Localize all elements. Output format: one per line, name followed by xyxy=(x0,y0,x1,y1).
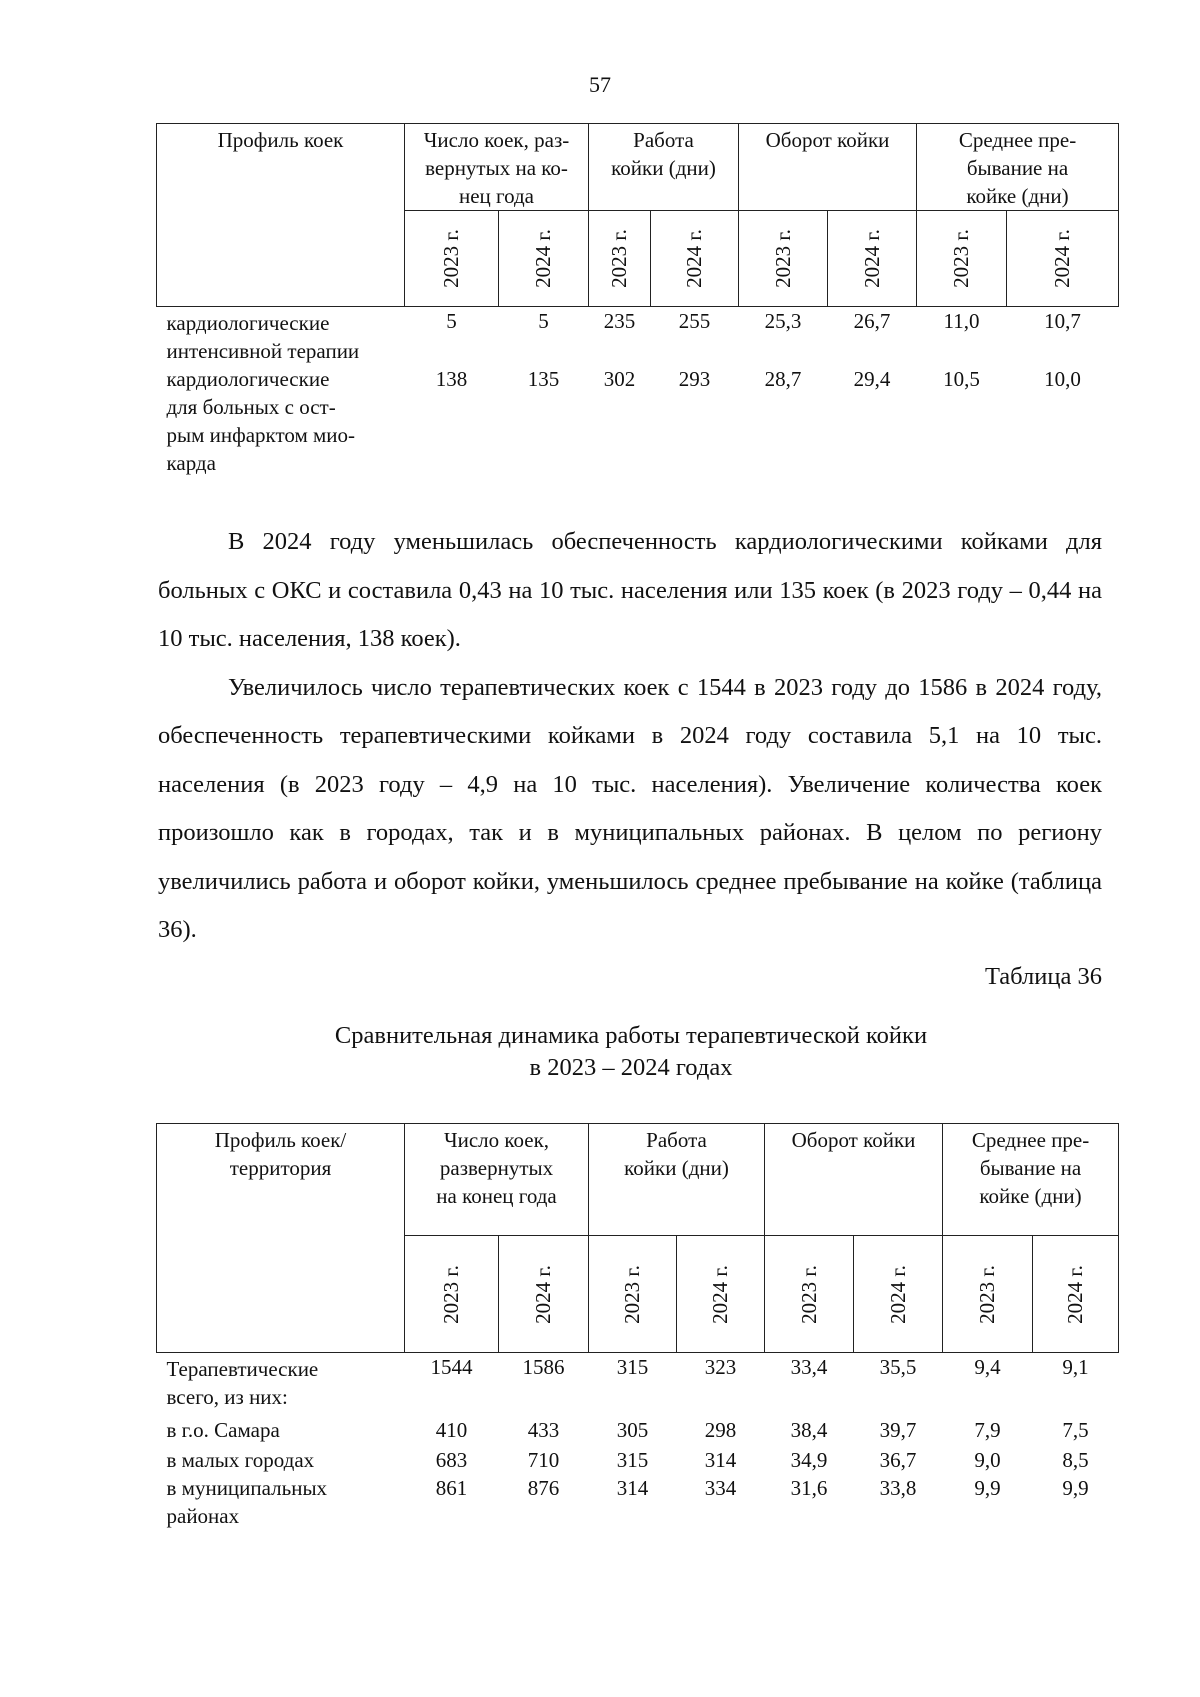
header-turnover: Оборот койки xyxy=(739,124,917,211)
table-therapeutic-beds xyxy=(156,1123,1119,1532)
header-profile: Профиль коек/ территория xyxy=(157,1124,405,1353)
cell: 1586 xyxy=(522,1355,565,1379)
cell: 36,7 xyxy=(879,1447,917,1472)
row-label: в муниципальных районах xyxy=(166,1475,328,1528)
cell: 33,8 xyxy=(879,1475,917,1500)
cell: 25,3 xyxy=(764,309,802,333)
cell: 323 xyxy=(704,1355,737,1379)
table-caption: Таблица 36 xyxy=(984,963,1102,990)
cell: 235 xyxy=(603,309,636,333)
cell: 293 xyxy=(678,367,711,391)
cell: 315 xyxy=(616,1355,649,1379)
cell: 35,5 xyxy=(879,1355,917,1379)
year-header: 2023 г. xyxy=(405,1236,499,1353)
cell: 5 xyxy=(446,309,457,333)
cell: 10,0 xyxy=(1044,367,1081,391)
cell: 302 xyxy=(603,367,636,391)
cell: 710 xyxy=(527,1447,560,1472)
row-label: кардиологические для больных с ост- рым инфарктом мио- карда xyxy=(166,367,356,475)
year-header: 2024 г. xyxy=(651,211,739,307)
year-header: 2024 г. xyxy=(1033,1236,1119,1353)
cell: 9,9 xyxy=(1062,1475,1089,1500)
cell: 1544 xyxy=(430,1355,473,1379)
cell: 334 xyxy=(704,1475,737,1500)
header-beds: Число коек, развернутых на конец года xyxy=(405,1124,589,1236)
cell: 433 xyxy=(527,1417,560,1442)
table-title: Сравнительная динамика работы терапевтической койки в 2023 – 2024 годах xyxy=(334,1022,928,1081)
row-label: кардиологические интенсивной терапии xyxy=(166,311,360,363)
cell: 135 xyxy=(527,367,560,391)
cell: 683 xyxy=(435,1447,468,1472)
year-header: 2023 г. xyxy=(917,211,1007,307)
year-header: 2023 г. xyxy=(405,211,499,307)
paragraph: Увеличилось число терапевтических коек с 1544 в 2023 году до 1586 в 2024 году, обеспеченность терапевтическими койками в 2024 году составила 5,1 на 10 тыс. населения (в 2023 году – 4,9 на 10 тыс. населения). Увеличение количества коек произошло как в городах, так и в муниципальных районах. В целом по региону увеличились работа и оборот койки, уменьшилось среднее пребывание на койке (таблица 36). xyxy=(158,673,1102,943)
cell: 314 xyxy=(704,1447,737,1472)
page-number: 57 xyxy=(589,72,611,97)
cell: 26,7 xyxy=(853,309,891,333)
header-stay: Среднее пре- бывание на койке (дни) xyxy=(917,124,1119,211)
row-label: в г.о. Самара xyxy=(166,1417,280,1442)
paragraph: В 2024 году уменьшилась обеспеченность кардиологическими койками для больных с ОКС и составила 0,43 на 10 тыс. населения или 135 коек (в 2023 году – 0,44 на 10 тыс. населения, 138 коек). xyxy=(158,528,1102,652)
cell: 305 xyxy=(616,1417,649,1442)
year-header: 2024 г. xyxy=(677,1236,765,1353)
header-beds: Число коек, раз- вернутых на ко- нец года xyxy=(405,124,589,211)
year-header: 2023 г. xyxy=(739,211,828,307)
table-cardiology-beds xyxy=(156,123,1119,477)
header-work: Работа койки (дни) xyxy=(589,124,739,211)
body-text xyxy=(158,518,1102,955)
year-header: 2024 г. xyxy=(499,211,589,307)
cell: 29,4 xyxy=(853,367,891,391)
year-header: 2023 г. xyxy=(943,1236,1033,1353)
cell: 8,5 xyxy=(1062,1447,1089,1472)
cell: 31,6 xyxy=(790,1475,828,1500)
year-header: 2024 г. xyxy=(828,211,917,307)
header-stay: Среднее пре- бывание на койке (дни) xyxy=(943,1124,1119,1236)
year-header: 2023 г. xyxy=(589,1236,677,1353)
cell: 314 xyxy=(616,1475,649,1500)
cell: 28,7 xyxy=(764,367,802,391)
year-header: 2023 г. xyxy=(765,1236,854,1353)
cell: 5 xyxy=(538,309,549,333)
cell: 10,5 xyxy=(943,367,980,391)
cell: 10,7 xyxy=(1044,309,1081,333)
cell: 298 xyxy=(704,1417,737,1442)
cell: 9,4 xyxy=(974,1355,1001,1379)
table-row xyxy=(157,307,1119,366)
table-row xyxy=(157,365,1119,477)
cell: 7,9 xyxy=(974,1417,1001,1442)
cell: 11,0 xyxy=(943,309,980,333)
table-row xyxy=(157,1474,1119,1532)
year-header: 2024 г. xyxy=(499,1236,589,1353)
cell: 9,0 xyxy=(974,1447,1001,1472)
cell: 255 xyxy=(678,309,711,333)
row-label: Терапевтические всего, из них: xyxy=(166,1357,319,1409)
cell: 34,9 xyxy=(790,1447,828,1472)
cell: 38,4 xyxy=(790,1417,828,1442)
cell: 315 xyxy=(616,1447,649,1472)
year-header: 2024 г. xyxy=(1007,211,1119,307)
cell: 7,5 xyxy=(1062,1417,1089,1442)
cell: 9,1 xyxy=(1062,1355,1089,1379)
year-header: 2024 г. xyxy=(854,1236,943,1353)
cell: 861 xyxy=(435,1475,468,1500)
cell: 138 xyxy=(435,367,468,391)
header-work: Работа койки (дни) xyxy=(589,1124,765,1236)
header-turnover: Оборот койки xyxy=(765,1124,943,1236)
cell: 876 xyxy=(527,1475,560,1500)
table-row xyxy=(157,1353,1119,1416)
cell: 39,7 xyxy=(879,1417,917,1442)
table-row xyxy=(157,1446,1119,1474)
cell: 410 xyxy=(435,1417,468,1442)
row-label: в малых городах xyxy=(166,1447,315,1472)
cell: 33,4 xyxy=(790,1355,828,1379)
cell: 9,9 xyxy=(974,1475,1001,1500)
table-row xyxy=(157,1416,1119,1446)
header-profile: Профиль коек xyxy=(157,124,405,307)
year-header: 2023 г. xyxy=(589,211,651,307)
